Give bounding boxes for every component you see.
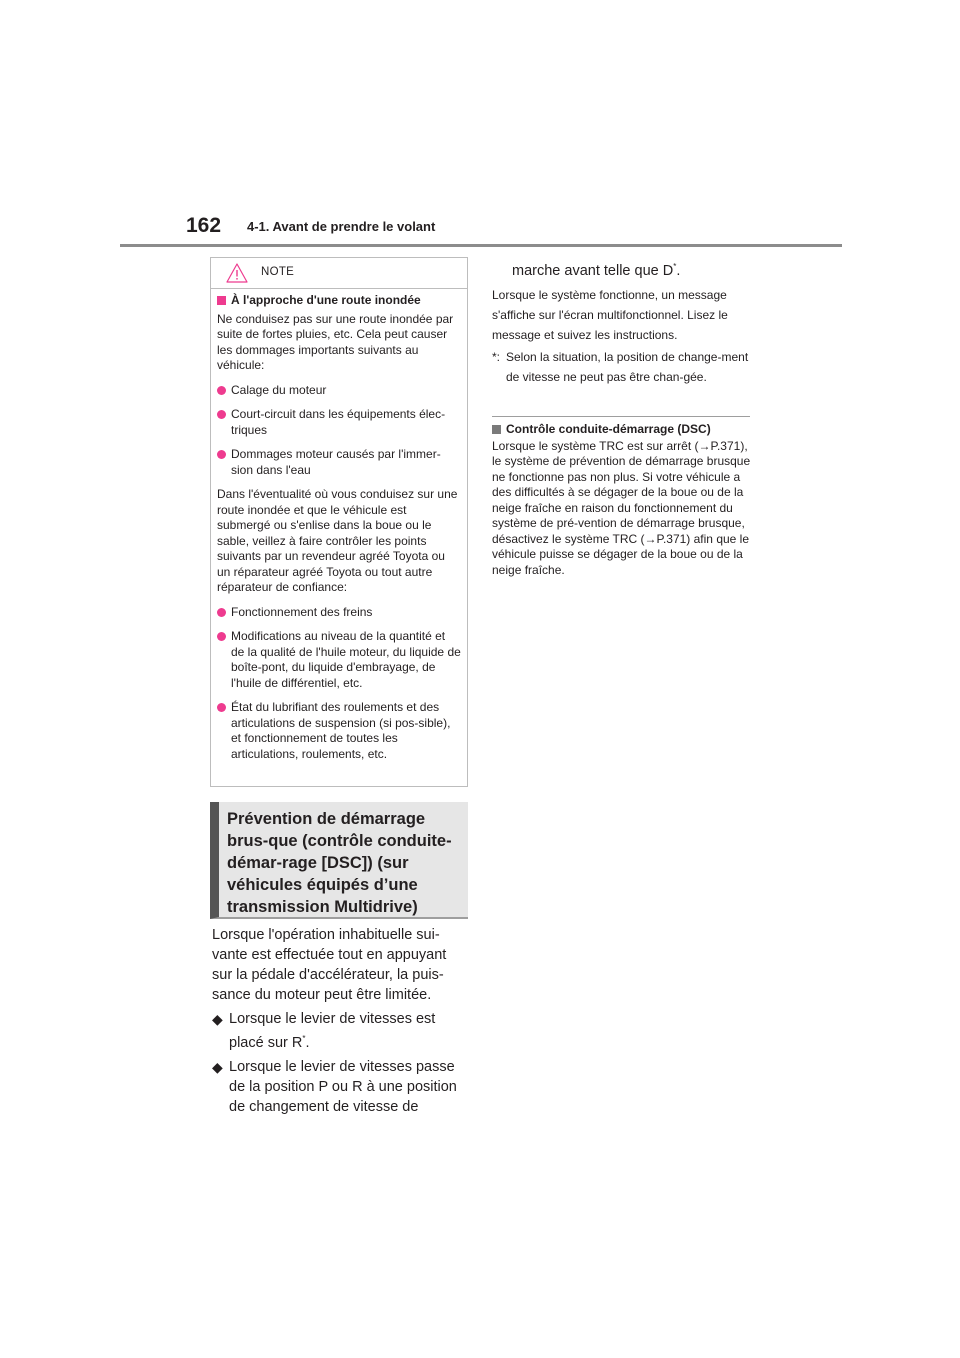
system-message: Lorsque le système fonctionne, un message s'affiche sur l'écran multifonctionnel. Lisez le message et suivez les instructions.	[492, 287, 728, 342]
warning-triangle-icon	[226, 263, 248, 283]
section-title: 4-1. Avant de prendre le volant	[247, 219, 436, 234]
footnote-text: Selon la situation, la position de change-ment de vitesse ne peut pas être chan-gée.	[506, 349, 749, 384]
list-item: Fonctionnement des freins	[217, 605, 461, 621]
square-bullet-icon	[217, 296, 226, 305]
section-body	[212, 925, 470, 1121]
bullet-dot-icon	[217, 410, 226, 419]
page-number: 162	[186, 214, 222, 237]
list-item: ◆ Lorsque le levier de vitesses est placé sur R*.	[212, 1011, 436, 1051]
note-middle: Dans l'éventualité où vous conduisez sur une route inondée et que le véhicule est submergé ou s'enlise dans la boue ou le sable, veillez à faire contrôler les points suivants par un revendeur agréé Toyota ou un réparateur agréé Toyota ou tout autre réparateur de confiance:	[217, 487, 458, 594]
footnote-mark: *:	[492, 349, 501, 364]
list-item: État du lubrifiant des roulements et des articulations de suspension (si pos-sible), et fonctionnement de toutes les articulations, roulements, etc.	[217, 700, 461, 762]
note-body	[211, 289, 467, 762]
header-divider	[120, 244, 842, 247]
square-bullet-icon	[492, 425, 501, 434]
dsc-body: Lorsque le système TRC est sur arrêt (→P.371), le système de prévention de démarrage brusque ne fonctionne pas non plus. Si votre véhicule a des difficultés à se dégager de la boue ou de la neige fraîche en raison du fonctionnement du système de pré-vention de démarrage brusque, désactivez le système TRC (→P.371) afin que le véhicule puisse se dégager de la boue ou de la neige fraîche.	[492, 438, 751, 577]
note-heading: À l'approche d'une route inondée	[217, 293, 461, 309]
note-header	[211, 258, 467, 289]
bullet-dot-icon	[217, 608, 226, 617]
list-item: Dommages moteur causés par l'immer-sion dans l'eau	[217, 447, 461, 478]
list-item: Calage du moteur	[217, 383, 461, 399]
diamond-bullet-icon: ◆	[212, 1058, 223, 1075]
diamond-bullet-icon: ◆	[212, 1011, 223, 1027]
bullet-continuation: marche avant telle que D*.	[512, 262, 681, 279]
bullet-dot-icon	[217, 386, 226, 395]
note-intro: Ne conduisez pas sur une route inondée par suite de fortes pluies, etc. Cela peut causer les dommages importants suivants au véhicule:	[217, 311, 454, 372]
note-label: NOTE	[261, 266, 295, 278]
list-item: ◆ Lorsque le levier de vitesses passe de la position P ou R à une position de changement de vitesse de	[212, 1058, 457, 1115]
section-intro: Lorsque l'opération inhabituelle sui-vante est effectuée tout en appuyant sur la pédale d'accélérateur, la puis-sance du moteur peut être limitée.	[212, 927, 447, 1003]
footnote	[492, 347, 752, 387]
dsc-section	[492, 422, 754, 578]
bullet-dot-icon	[217, 703, 226, 712]
note-box	[210, 257, 468, 787]
right-column	[492, 256, 752, 387]
column-divider	[492, 416, 750, 417]
dsc-heading: Contrôle conduite-démarrage (DSC)	[492, 422, 754, 438]
list-item: Court-circuit dans les équipements élec-triques	[217, 407, 461, 438]
bullet-dot-icon	[217, 450, 226, 459]
section-heading: Prévention de démarrage brus-que (contrôle conduite-démar-rage [DSC]) (sur véhicules équipés d’une transmission Multidrive)	[210, 802, 468, 919]
list-item: Modifications au niveau de la quantité et de la qualité de l'huile moteur, du liquide de boîte-pont, du liquide d'embrayage, de l'huile de différentiel, etc.	[217, 629, 461, 691]
bullet-dot-icon	[217, 632, 226, 641]
